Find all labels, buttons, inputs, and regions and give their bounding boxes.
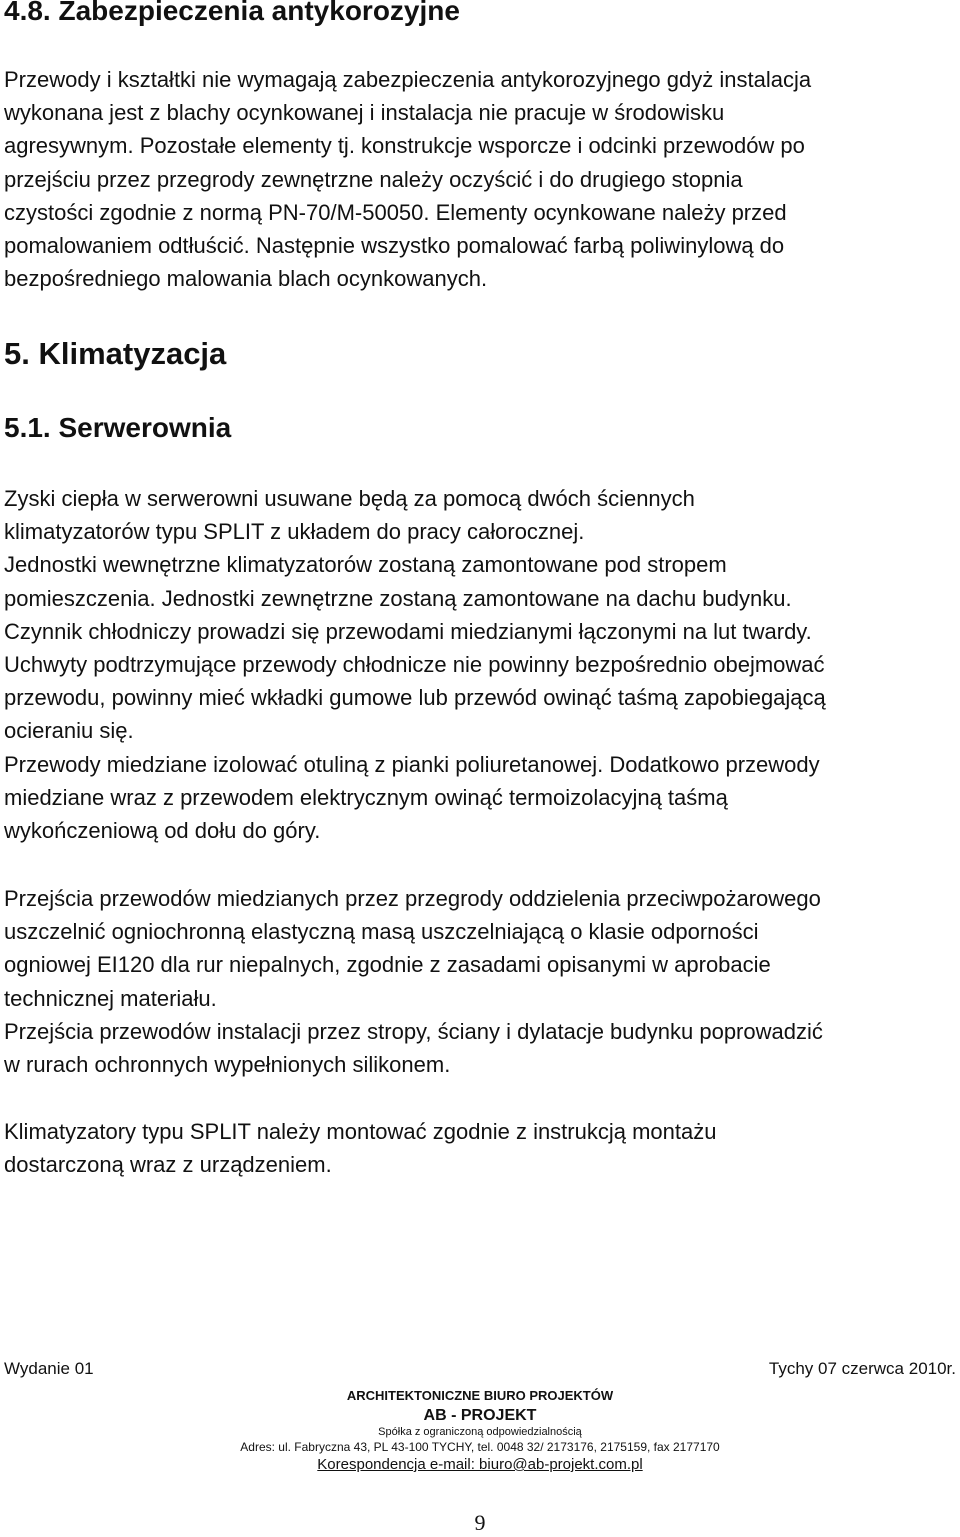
text-line: technicznej materiału. [4,985,217,1011]
footer-legal-form: Spółka z ograniczoną odpowiedzialnością [378,1426,582,1438]
text-line: Klimatyzatory typu SPLIT należy montować zgodnie z instrukcją montażu [4,1119,717,1144]
text-line: dostarczoną wraz z urządzeniem. [4,1152,332,1178]
text-line: Przejścia przewodów miedzianych przez przegrody oddzielenia przeciwpożarowego [4,886,821,911]
text-line: wykonana jest z blachy ocynkowanej i instalacja nie pracuje w środowisku [4,100,725,126]
paragraph-server-room [4,482,954,847]
section-heading-5-1: 5.1. Serwerownia [4,412,232,443]
text-line: uszczelnić ogniochronną elastyczną masą uszczelniającą o klasie odporności [4,919,759,945]
text-line: czystości zgodnie z normą PN-70/M-50050. Elementy ocynkowane należy przed [4,199,787,225]
text-line: Przewody miedziane izolować otuliną z pianki poliuretanowej. Dodatkowo przewody [4,751,820,777]
paragraph-fire-barriers [4,882,954,1081]
footer-email-link[interactable]: Korespondencja e-mail: biuro@ab-projekt.com.pl [317,1456,643,1473]
page-number: 9 [474,1510,486,1535]
text-line: pomieszczenia. Jednostki zewnętrzne zostaną zamontowane na dachu budynku. [4,585,792,611]
text-line: przejściu przez przegrody zewnętrzne należy oczyścić i do drugiego stopnia [4,166,743,192]
text-line: Jednostki wewnętrzne klimatyzatorów zostaną zamontowane pod stropem [4,552,727,578]
text-line: miedziane wraz z przewodem elektrycznym owinąć termoizolacyjną taśmą [4,784,728,810]
section-heading-5: 5. Klimatyzacja [4,336,227,371]
section-heading-4-8: 4.8. Zabezpieczenia antykorozyjne [4,0,460,26]
text-line: klimatyzatorów typu SPLIT z układem do pracy całorocznej. [4,519,585,545]
paragraph-anticorrosion [4,63,954,295]
text-line: bezpośredniego malowania blach ocynkowanych. [4,266,488,292]
text-line: agresywnym. Pozostałe elementy tj. konstrukcje wsporcze i odcinki przewodów po [4,133,805,159]
text-line: przewodu, powinny mieć wkładki gumowe lub przewód owinąć taśmą zapobiegającą [4,685,826,711]
text-line: ogniowej EI120 dla rur niepalnych, zgodnie z zasadami opisanymi w aprobacie [4,952,771,978]
footer-place-date: Tychy 07 czerwca 2010r. [768,1359,956,1378]
footer-edition: Wydanie 01 [4,1359,94,1378]
footer-address: Adres: ul. Fabryczna 43, PL 43-100 TYCHY, tel. 0048 32/ 2173176, 2175159, fax 2177170 [240,1440,720,1454]
paragraph-split-installation [4,1115,954,1181]
footer-company-name: ARCHITEKTONICZNE BIURO PROJEKTÓW [346,1388,614,1403]
text-line: Czynnik chłodniczy prowadzi się przewodami miedzianymi łączonymi na lut twardy. [4,618,812,644]
text-line: Przewody i kształtki nie wymagają zabezpieczenia antykorozyjnego gdyż instalacja [4,67,812,92]
text-line: wykończeniową od dołu do góry. [4,818,321,844]
text-line: Zyski ciepła w serwerowni usuwane będą za pomocą dwóch ściennych [4,486,695,511]
text-line: ocieraniu się. [4,718,134,744]
footer-brand: AB - PROJEKT [423,1407,537,1424]
text-line: Przejścia przewodów instalacji przez stropy, ściany i dylatacje budynku poprowadzić [4,1018,823,1044]
text-line: Uchwyty podtrzymujące przewody chłodnicze nie powinny bezpośrednio obejmować [4,652,825,678]
text-line: w rurach ochronnych wypełnionych silikonem. [4,1052,451,1078]
text-line: pomalowaniem odtłuścić. Następnie wszystko pomalować farbą poliwinylową do [4,233,785,259]
